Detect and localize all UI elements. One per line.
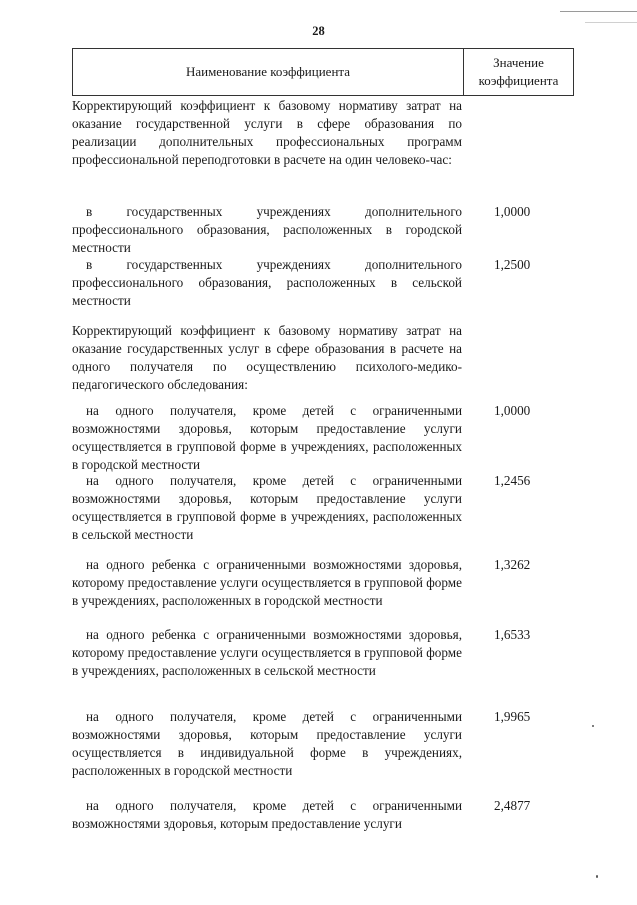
coefficient-description: в государственных учреждениях дополнительного профессионального образования, расположенных в городской местности	[72, 204, 462, 255]
coefficient-value: 1,0000	[494, 403, 531, 418]
coefficient-value: 1,6533	[494, 627, 531, 642]
header-value-line1: Значение	[493, 55, 544, 70]
coefficient-value: 1,2456	[494, 473, 531, 488]
coefficient-description: на одного получателя, кроме детей с ограниченными возможностями здоровья, которым предоставление услуги осуществляется в индивидуальной форме в учреждениях, расположенных в городской местности	[72, 709, 462, 778]
header-value-cell	[464, 49, 573, 95]
coefficient-description: на одного ребенка с ограниченными возможностями здоровья, которому предоставление услуги осуществляется в групповой форме в учреждениях, расположенных в городской местности	[72, 557, 462, 608]
coefficient-description: на одного получателя, кроме детей с ограниченными возможностями здоровья, которым предоставление услуги осуществляется в групповой форме в учреждениях, расположенных в городской местности	[72, 403, 462, 472]
scan-speck	[596, 875, 598, 878]
coefficient-value: 1,2500	[494, 257, 531, 272]
coefficient-description: на одного получателя, кроме детей с ограниченными возможностями здоровья, которым предоставление услуги	[72, 798, 462, 831]
coefficient-description: на одного ребенка с ограниченными возможностями здоровья, которому предоставление услуги осуществляется в групповой форме в учреждениях, расположенных в сельской местности	[72, 627, 462, 678]
scan-edge-line	[585, 22, 637, 23]
header-name-cell: Наименование коэффициента	[73, 49, 464, 95]
page-number: 28	[312, 24, 325, 38]
section-title: Корректирующий коэффициент к базовому нормативу затрат на оказание государственной услуги в сфере образования по реализации дополнительных профессиональных программ профессиональной переподготовки в расчете на один человеко-час:	[72, 98, 462, 167]
coefficient-description: в государственных учреждениях дополнительного профессионального образования, расположенных в сельской местности	[72, 257, 462, 308]
scan-edge-line	[560, 11, 637, 12]
coefficient-value: 1,3262	[494, 557, 531, 572]
header-value-line2: коэффициента	[478, 73, 559, 88]
scan-speck	[592, 725, 594, 727]
coefficient-value: 2,4877	[494, 798, 531, 813]
coefficient-description: на одного получателя, кроме детей с ограниченными возможностями здоровья, которым предоставление услуги осуществляется в групповой форме в учреждениях, расположенных в сельской местности	[72, 473, 462, 542]
coefficient-value: 1,9965	[494, 709, 531, 724]
coefficient-value: 1,0000	[494, 204, 531, 219]
table-header	[72, 48, 574, 96]
section-title: Корректирующий коэффициент к базовому нормативу затрат на оказание государственных услуг в сфере образования в расчете на одного получателя по осуществлению психолого-медико-педагогического обследования:	[72, 323, 462, 392]
